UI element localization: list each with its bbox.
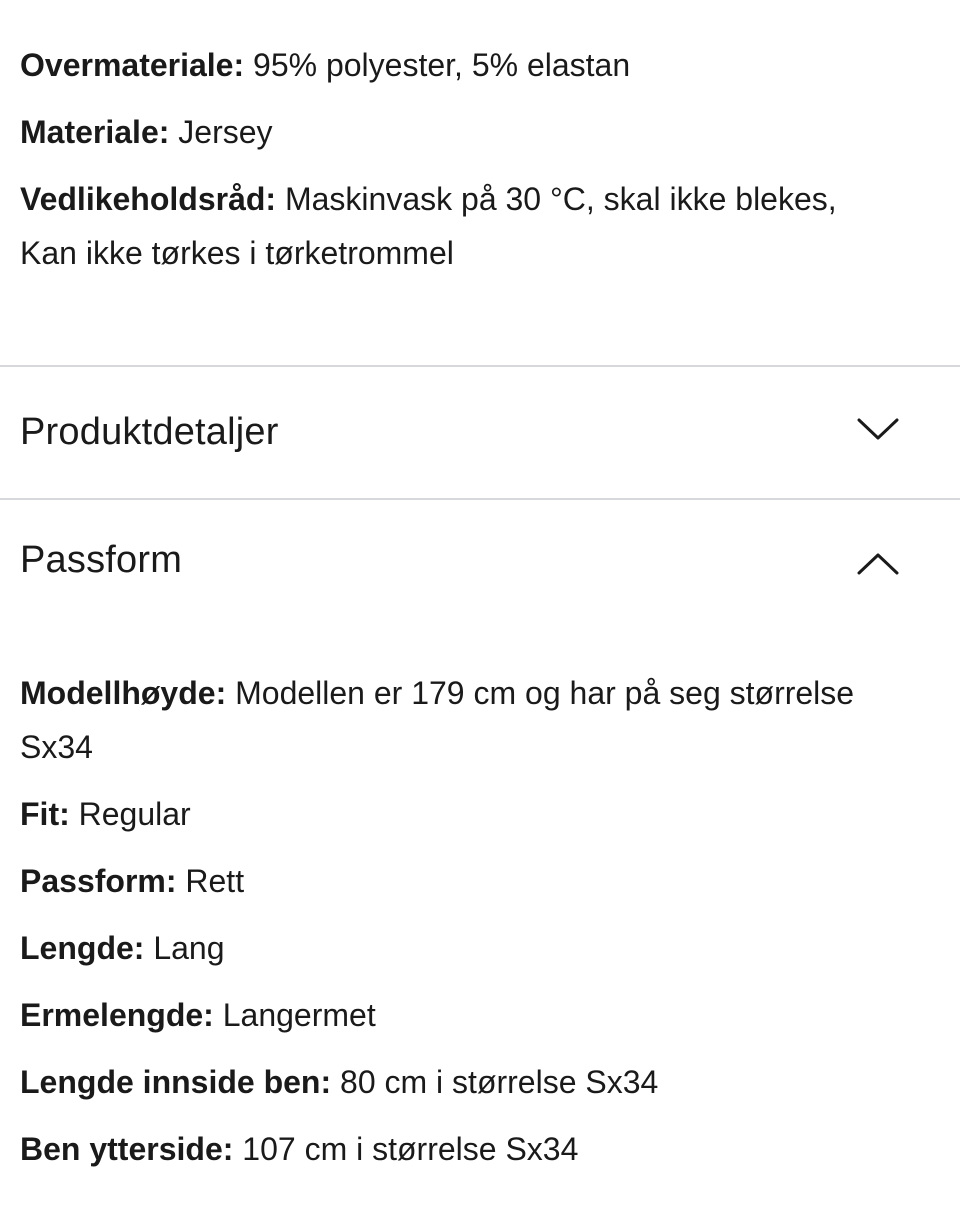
attribute-row (20, 172, 900, 280)
attribute-row (20, 988, 900, 1042)
accordion-title: Produktdetaljer (20, 411, 279, 453)
material-info (20, 38, 900, 293)
attribute-value: 80 cm i størrelse Sx34 (331, 1064, 659, 1100)
chevron-up-icon (856, 551, 900, 577)
attribute-value: Maskinvask på 30 °C, skal ikke blekes, Kan ikke tørkes i tørketrommel (20, 181, 837, 271)
accordion-header-passform[interactable] (0, 501, 960, 621)
accordion-title: Passform (20, 539, 183, 581)
attribute-label: Lengde innside ben: (20, 1064, 332, 1100)
section-divider (0, 498, 960, 500)
attribute-value: Jersey (169, 114, 273, 150)
attribute-row (20, 666, 900, 774)
attribute-value: Langermet (213, 997, 376, 1033)
attribute-row (20, 38, 900, 92)
attribute-label: Ermelengde: (20, 997, 214, 1033)
chevron-down-icon (856, 416, 900, 442)
attribute-label: Overmateriale: (20, 47, 245, 83)
attribute-label: Materiale: (20, 114, 170, 150)
attribute-row (20, 787, 900, 841)
section-divider (0, 365, 960, 367)
attribute-row (20, 921, 900, 975)
attribute-row (20, 854, 900, 908)
attribute-row (20, 1055, 900, 1109)
accordion-header-produktdetaljer[interactable] (0, 368, 960, 488)
attribute-label: Passform: (20, 863, 177, 899)
fit-info (20, 666, 900, 1189)
attribute-label: Lengde: (20, 930, 145, 966)
attribute-value: Rett (176, 863, 245, 899)
attribute-label: Fit: (20, 796, 70, 832)
attribute-value: 95% polyester, 5% elastan (244, 47, 631, 83)
attribute-value: 107 cm i størrelse Sx34 (233, 1131, 579, 1167)
attribute-value: Regular (69, 796, 191, 832)
attribute-row (20, 1122, 900, 1176)
attribute-value: Modellen er 179 cm og har på seg størrelse Sx34 (20, 675, 855, 765)
attribute-row (20, 105, 900, 159)
attribute-label: Ben ytterside: (20, 1131, 234, 1167)
attribute-label: Modellhøyde: (20, 675, 227, 711)
attribute-value: Lang (144, 930, 225, 966)
attribute-label: Vedlikeholdsråd: (20, 181, 277, 217)
